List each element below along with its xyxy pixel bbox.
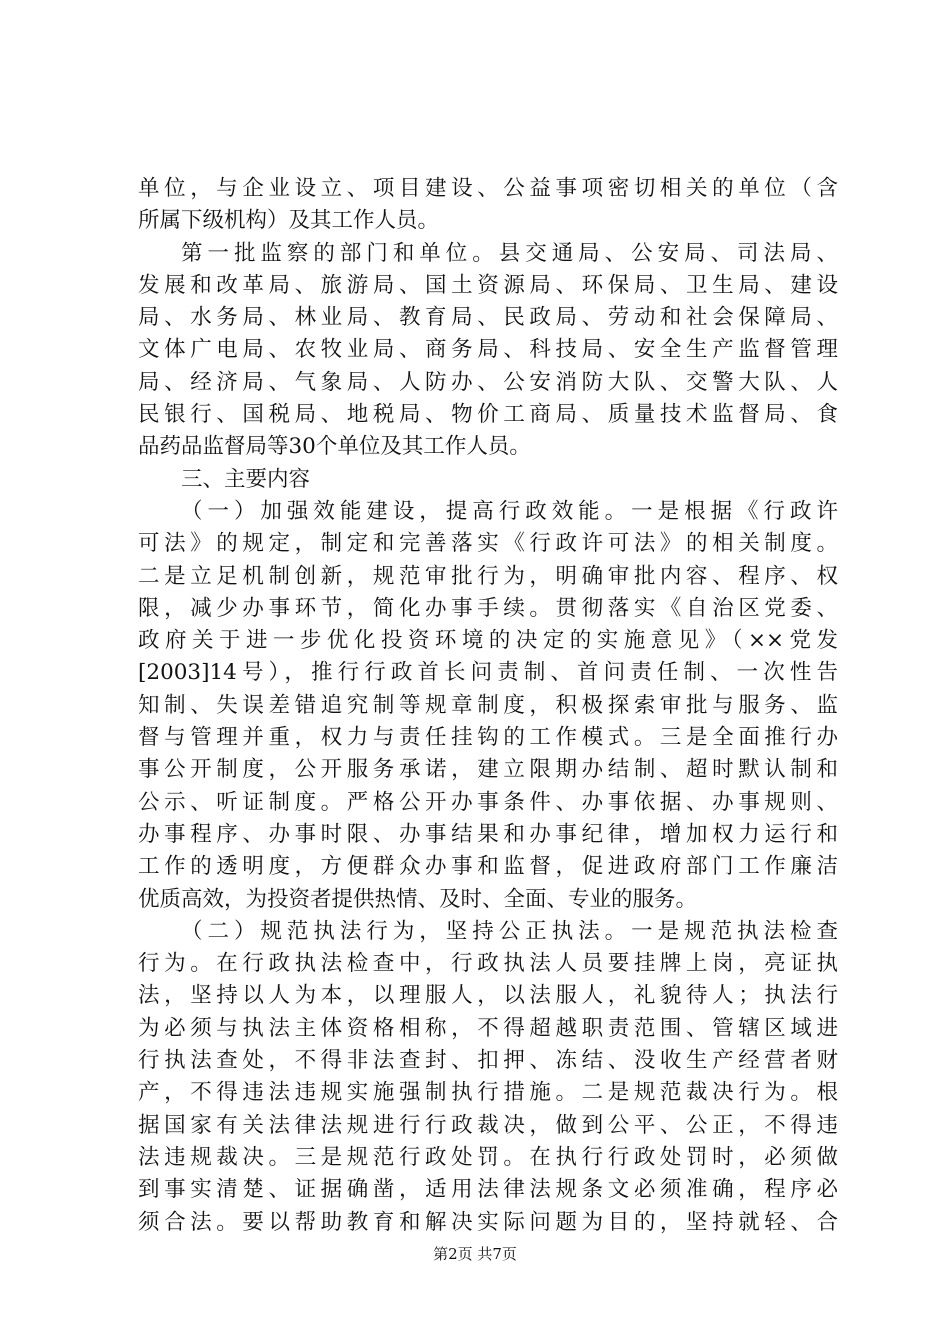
text-line: （一）加强效能建设，提高行政效能。一是根据《行政许 <box>181 498 838 524</box>
text-line: 文体广电局、农牧业局、商务局、科技局、安全生产监督管理 <box>138 337 838 363</box>
text-line: 第一批监察的部门和单位。县交通局、公安局、司法局、 <box>181 240 838 266</box>
text-line: 政府关于进一步优化投资环境的决定的实施意见》（××党发 <box>138 628 838 654</box>
text-line: 办事程序、办事时限、办事结果和办事纪律，增加权力运行和 <box>138 821 838 847</box>
text-line: 单位，与企业设立、项目建设、公益事项密切相关的单位（含 <box>138 176 838 201</box>
text-line: 局、经济局、气象局、人防办、公安消防大队、交警大队、人 <box>138 369 838 395</box>
text-line: 发展和改革局、旅游局、国土资源局、环保局、卫生局、建设 <box>138 272 838 298</box>
text-line: 局、水务局、林业局、教育局、民政局、劳动和社会保障局、 <box>138 305 838 331</box>
text-line: 法违规裁决。三是规范行政处罚。在执行行政处罚时，必须做 <box>138 1144 838 1170</box>
body-text <box>138 173 838 1239</box>
text-line: 限，减少办事环节，简化办事手续。贯彻落实《自治区党委、 <box>138 595 838 621</box>
text-line: 行执法查处，不得非法查封、扣押、冻结、没收生产经营者财 <box>138 1048 838 1074</box>
text-line: 工作的透明度，方便群众办事和监督，促进政府部门工作廉洁 <box>138 854 838 880</box>
text-line: 事公开制度，公开服务承诺，建立限期办结制、超时默认制和 <box>138 757 838 783</box>
text-line: 到事实清楚、证据确凿，适用法律法规条文必须准确，程序必 <box>138 1177 838 1203</box>
text-line: 法，坚持以人为本，以理服人，以法服人，礼貌待人；执法行 <box>138 983 838 1009</box>
text-line: [2003]14号），推行行政首长问责制、首问责任制、一次性告 <box>138 660 838 686</box>
text-line: 须合法。要以帮助教育和解决实际问题为目的，坚持就轻、合 <box>138 1209 838 1235</box>
text-line: 所属下级机构）及其工作人员。 <box>138 208 440 234</box>
text-line: 行为。在行政执法检查中，行政执法人员要挂牌上岗，亮证执 <box>138 951 838 977</box>
text-line: 民银行、国税局、地税局、物价工商局、质量技术监督局、食 <box>138 402 838 428</box>
text-line: 可法》的规定，制定和完善落实《行政许可法》的相关制度。 <box>138 531 838 557</box>
text-line: 优质高效，为投资者提供热情、及时、全面、专业的服务。 <box>138 886 698 912</box>
text-line: 品药品监督局等30个单位及其工作人员。 <box>138 434 531 460</box>
text-line: 为必须与执法主体资格相称，不得超越职责范围、管辖区域进 <box>138 1015 838 1041</box>
text-line: 公示、听证制度。严格公开办事条件、办事依据、办事规则、 <box>138 789 838 815</box>
page-number-footer: 第2页 共7页 <box>433 1245 517 1263</box>
text-line: 知制、失误差错追究制等规章制度，积极探索审批与服务、监 <box>138 692 838 718</box>
text-line: 据国家有关法律法规进行行政裁决，做到公平、公正，不得违 <box>138 1112 838 1138</box>
text-line: 二是立足机制创新，规范审批行为，明确审批内容、程序、权 <box>138 563 838 589</box>
text-line: 督与管理并重，权力与责任挂钩的工作模式。三是全面推行办 <box>138 725 838 751</box>
text-line: 产，不得违法违规实施强制执行措施。二是规范裁决行为。根 <box>138 1080 838 1106</box>
section-heading: 三、主要内容 <box>181 466 311 492</box>
text-line: （二）规范执法行为，坚持公正执法。一是规范执法检查 <box>181 918 838 944</box>
